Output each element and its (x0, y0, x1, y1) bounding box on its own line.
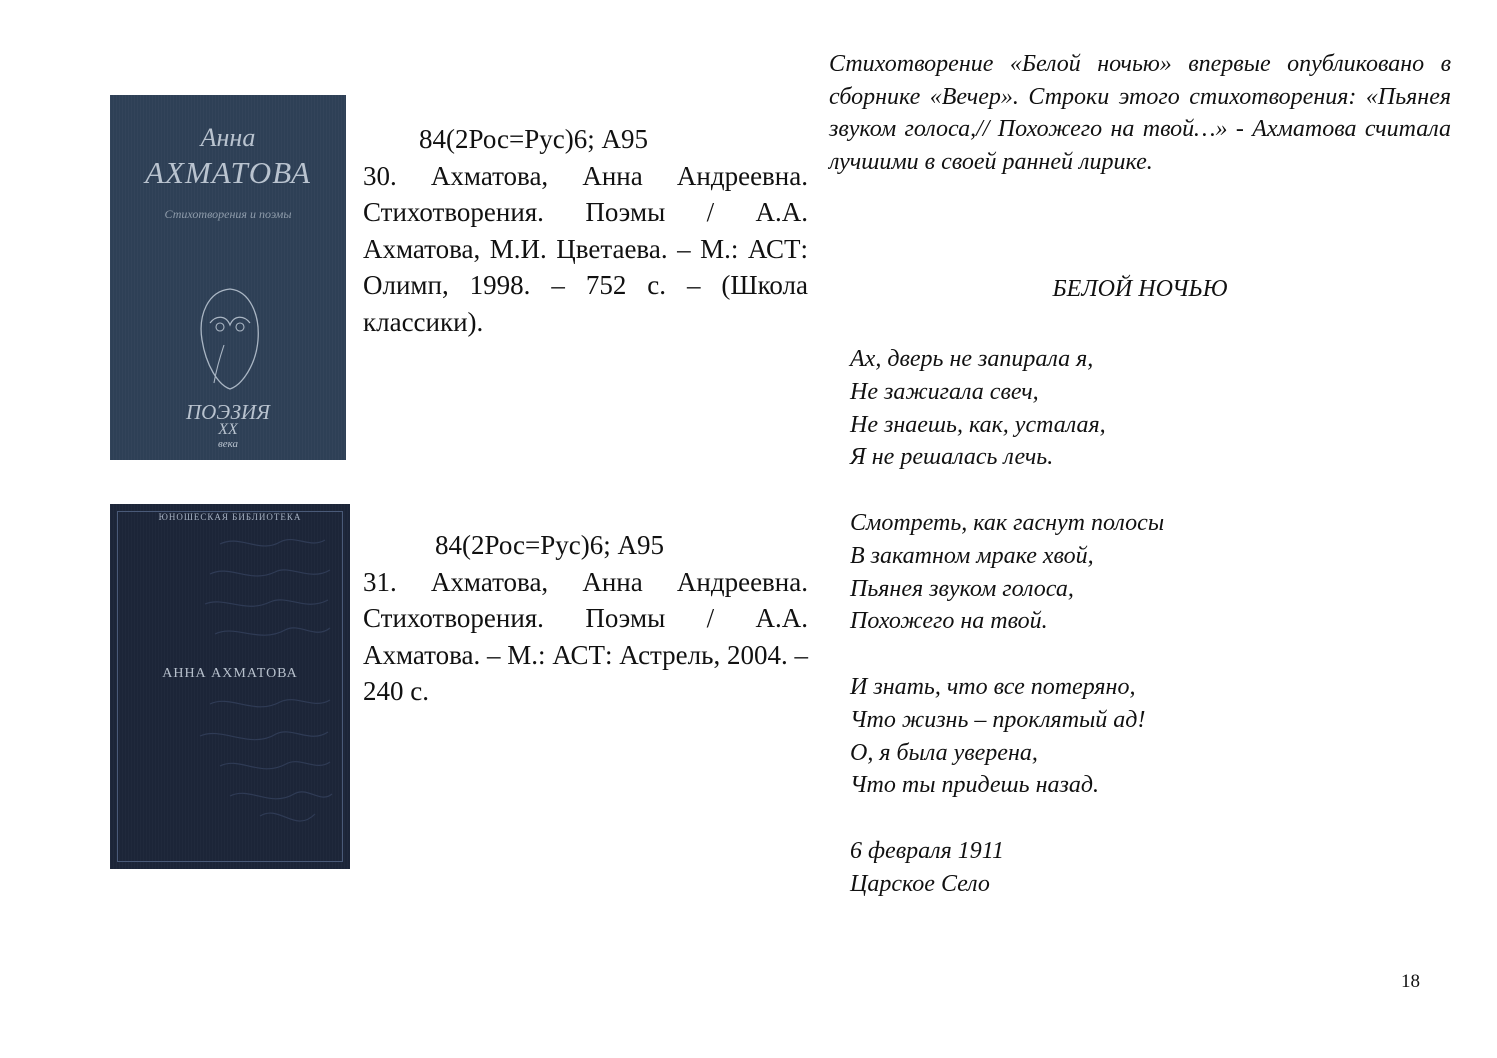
cover-series-line3: века (217, 438, 239, 450)
poem-note: Стихотворение «Белой ночью» впервые опубликовано в сборнике «Вечер». Строки этого стихотворения: «Пьянея звуком голоса,// Похожего на твой…» - Ахматова считала лучшими в своей ранней лирике. (829, 51, 1451, 175)
page-number: 18 (1401, 971, 1420, 992)
cover-series: ЮНОШЕСКАЯ БИБЛИОТЕКА (158, 512, 302, 522)
cover-author-first: Анна (200, 123, 256, 152)
poem-line: В закатном мраке хвой, (850, 542, 1094, 569)
poem-place: Царское Село (850, 870, 990, 897)
book-cover-1 (110, 95, 346, 460)
poem-date: 6 февраля 1911 (850, 837, 1004, 864)
poem-line: Что жизнь – проклятый ад! (850, 706, 1146, 733)
poem-title: БЕЛОЙ НОЧЬЮ (1052, 276, 1228, 302)
poem-text (850, 343, 1164, 933)
poem-line: Я не решалась лечь. (850, 444, 1054, 471)
entry-text: 31. Ахматова, Анна Андреевна. Стихотворения. Поэмы / А.А. Ахматова. – М.: АСТ: Астрель, 2004. – 240 с. (363, 566, 808, 706)
cover-series-line1: ПОЭЗИЯ (186, 400, 270, 424)
poem-stanza-1 (850, 343, 1164, 474)
poem-line: Пьянея звуком голоса, (850, 575, 1074, 602)
poem-line: О, я была уверена, (850, 739, 1038, 766)
entry-text: 30. Ахматова, Анна Андреевна. Стихотворения. Поэмы / А.А. Ахматова, М.И. Цветаева. – М.: АСТ: Олимп, 1998. – 752 с. – (Школа классики). (363, 160, 808, 337)
bibliographic-entry-30 (363, 121, 808, 340)
poem-line: Не зажигала свеч, (850, 378, 1039, 405)
cover-title: АННА АХМАТОВА (162, 666, 298, 681)
poem-stanza-3 (850, 671, 1164, 802)
classification-code: 84(2Рос=Рус)6; А95 (419, 124, 648, 154)
handwriting-pattern-icon (110, 504, 350, 869)
poem-stanza-2 (850, 507, 1164, 638)
poem-line: Ах, дверь не запирала я, (850, 346, 1094, 372)
poem-dateline (850, 835, 1164, 901)
cover-author-last: АХМАТОВА (145, 155, 311, 190)
cover-series-line2: XX (218, 421, 238, 438)
poem-line: Что ты придешь назад. (850, 772, 1099, 799)
cover-subtitle: Стихотворения и поэмы (164, 207, 292, 221)
bibliographic-entry-31 (363, 527, 808, 710)
poem-line: Похожего на твой. (850, 608, 1048, 635)
book-cover-2 (110, 504, 350, 869)
poem-line: Смотреть, как гаснут полосы (850, 509, 1165, 536)
classification-code: 84(2Рос=Рус)6; А95 (435, 530, 664, 560)
owl-emblem-icon (190, 285, 270, 395)
poem-line: Не знаешь, как, усталая, (850, 411, 1106, 438)
poem-line: И знать, что все потеряно, (850, 673, 1136, 700)
